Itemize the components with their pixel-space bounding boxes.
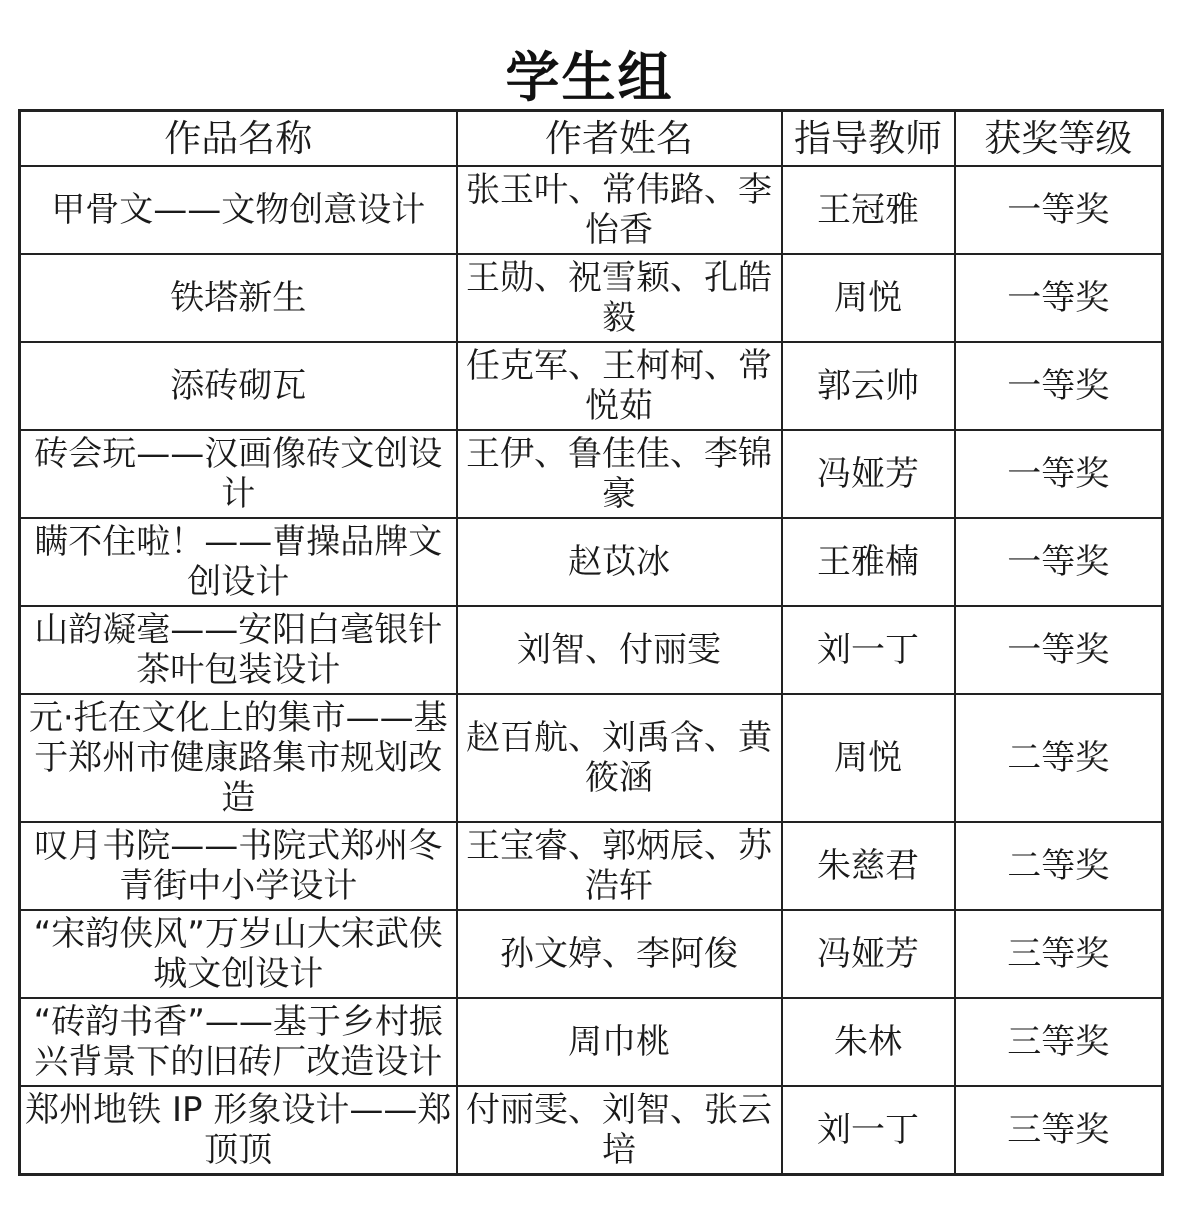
teacher-cell: 郭云帅 [782,342,955,430]
authors-cell: 王勋、祝雪颖、孔皓毅 [457,254,782,342]
teacher-cell: 冯娅芳 [782,430,955,518]
work-title-cell: 元·托在文化上的集市——基于郑州市健康路集市规划改造 [20,694,457,822]
column-header-authors: 作者姓名 [457,111,782,167]
authors-cell: 刘智、付丽雯 [457,606,782,694]
authors-cell: 赵百航、刘禹含、黄筱涵 [457,694,782,822]
teacher-cell: 王雅楠 [782,518,955,606]
awards-table [18,109,1164,1176]
table-row [20,822,1163,910]
column-header-award: 获奖等级 [955,111,1163,167]
authors-cell: 任克军、王柯柯、常悦茹 [457,342,782,430]
work-title-cell: “宋韵侠风”万岁山大宋武侠城文创设计 [20,910,457,998]
table-row [20,606,1163,694]
authors-cell: 付丽雯、刘智、张云培 [457,1086,782,1175]
award-cell: 三等奖 [955,1086,1163,1175]
teacher-cell: 朱林 [782,998,955,1086]
teacher-cell: 冯娅芳 [782,910,955,998]
page-title: 学生组 [505,46,674,109]
award-cell: 一等奖 [955,254,1163,342]
work-title-cell: 山韵凝毫——安阳白毫银针茶叶包装设计 [20,606,457,694]
award-cell: 二等奖 [955,694,1163,822]
teacher-cell: 周悦 [782,254,955,342]
authors-cell: 王伊、鲁佳佳、李锦豪 [457,430,782,518]
table-row [20,694,1163,822]
column-header-teacher: 指导教师 [782,111,955,167]
work-title-cell: 砖会玩——汉画像砖文创设计 [20,430,457,518]
award-cell: 一等奖 [955,606,1163,694]
teacher-cell: 刘一丁 [782,606,955,694]
award-cell: 一等奖 [955,342,1163,430]
award-cell: 一等奖 [955,518,1163,606]
teacher-cell: 周悦 [782,694,955,822]
work-title-cell: “砖韵书香”——基于乡村振兴背景下的旧砖厂改造设计 [20,998,457,1086]
authors-cell: 王宝睿、郭炳辰、苏浩轩 [457,822,782,910]
table-row [20,1086,1163,1175]
teacher-cell: 朱慈君 [782,822,955,910]
table-row [20,254,1163,342]
table-row [20,518,1163,606]
work-title-cell: 瞒不住啦！——曹操品牌文创设计 [20,518,457,606]
award-cell: 二等奖 [955,822,1163,910]
award-cell: 三等奖 [955,998,1163,1086]
authors-cell: 赵苡冰 [457,518,782,606]
table-row [20,998,1163,1086]
table-row [20,342,1163,430]
table-row [20,910,1163,998]
teacher-cell: 王冠雅 [782,166,955,254]
work-title-cell: 郑州地铁 IP 形象设计——郑顶顶 [20,1086,457,1175]
work-title-cell: 铁塔新生 [20,254,457,342]
authors-cell: 孙文婷、李阿俊 [457,910,782,998]
authors-cell: 周巾桃 [457,998,782,1086]
award-cell: 一等奖 [955,430,1163,518]
table-row [20,430,1163,518]
table-header-row [20,111,1163,167]
teacher-cell: 刘一丁 [782,1086,955,1175]
authors-cell: 张玉叶、常伟路、李怡香 [457,166,782,254]
award-cell: 一等奖 [955,166,1163,254]
award-cell: 三等奖 [955,910,1163,998]
table-row [20,166,1163,254]
work-title-cell: 叹月书院——书院式郑州冬青街中小学设计 [20,822,457,910]
column-header-work: 作品名称 [20,111,457,167]
work-title-cell: 甲骨文——文物创意设计 [20,166,457,254]
work-title-cell: 添砖砌瓦 [20,342,457,430]
